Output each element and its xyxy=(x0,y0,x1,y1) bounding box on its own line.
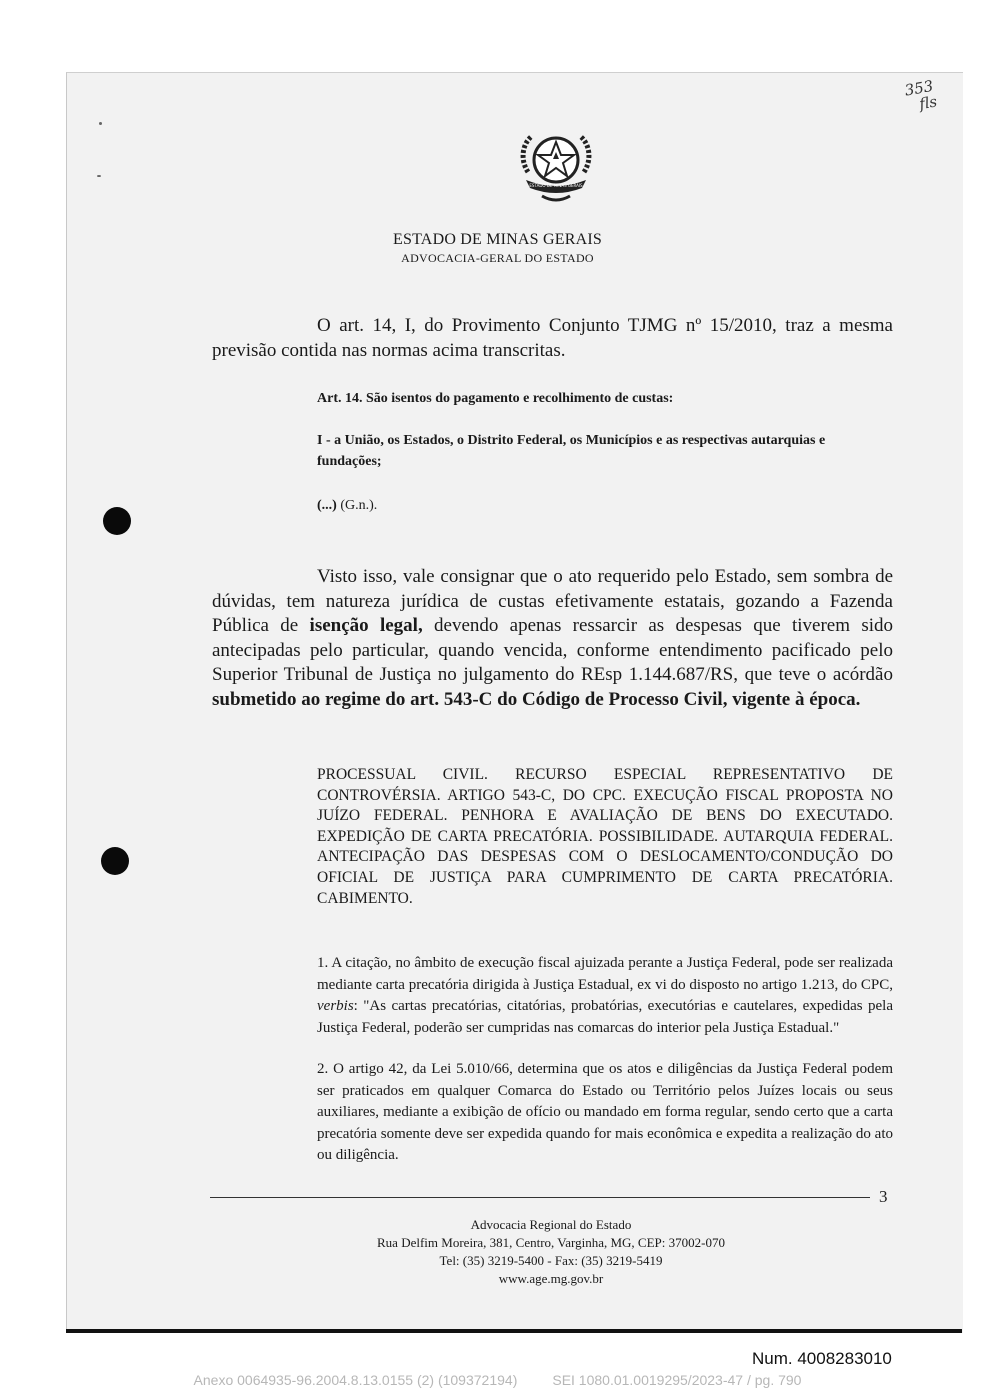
ementa-item-1 xyxy=(317,953,893,1039)
quoted-ellipsis xyxy=(317,495,893,516)
handwritten-number: 353 xyxy=(903,76,935,100)
state-crest-icon xyxy=(516,126,596,206)
page-number: 3 xyxy=(879,1187,888,1206)
paragraph-argument xyxy=(212,565,893,712)
scan-edge xyxy=(66,1329,962,1333)
ementa-block: PROCESSUAL CIVIL. RECURSO ESPECIAL REPRESENTATIVO DE CONTROVÉRSIA. ARTIGO 543-C, DO CPC. EXECUÇÃO FISCAL PROPOSTA NO JUÍZO FEDERAL. PENHORA E AVALIAÇÃO DE BENS DO EXECUTADO. EXPEDIÇÃO DE CARTA PRECATÓRIA. POSSIBILIDADE. AUTARQUIA FEDERAL. ANTECIPAÇÃO DAS DESPESAS COM O DESLOCAMENTO/CONDUÇÃO DO OFICIAL DE JUSTIÇA PARA CUMPRIMENTO DE CARTA PRECATÓRIA. CABIMENTO. xyxy=(317,766,893,907)
footer-address: Rua Delfim Moreira, 381, Centro, Varginha, MG, CEP: 37002-070 xyxy=(377,1235,725,1250)
item1-verbis: verbis xyxy=(317,998,354,1014)
gn-note: (G.n.). xyxy=(336,498,378,513)
page-header-title: ESTADO DE MINAS GERAIS xyxy=(393,231,602,248)
argument-text-b: isenção legal, xyxy=(309,615,423,636)
punch-hole-bottom xyxy=(101,847,129,875)
argument-text-a: Visto isso, vale consignar que o ato requerido pelo Estado, sem sombra de dúvidas, tem natureza jurídica de custas efetivamente estatais, gozando a Fazenda Pública de xyxy=(212,566,893,636)
paragraph-intro: O art. 14, I, do Provimento Conjunto TJMG nº 15/2010, traz a mesma previsão contida nas normas acima transcritas. xyxy=(212,315,893,361)
argument-text-d: submetido ao regime do art. 543-C do Código de Processo Civil, vigente à época. xyxy=(212,688,861,710)
quoted-article: Art. 14. São isentos do pagamento e recolhimento de custas: xyxy=(317,391,674,406)
item1-text-a: 1. A citação, no âmbito de execução fiscal ajuizada perante a Justiça Federal, pode ser realizada mediante carta precatória dirigida à Justiça Estadual, ex vi do disposto no artigo 1.213, do CPC, xyxy=(317,955,893,993)
handwritten-page-note xyxy=(903,78,938,115)
footer-phone: Tel: (35) 3219-5400 - Fax: (35) 3219-5419 xyxy=(439,1253,663,1268)
ementa-item-2: 2. O artigo 42, da Lei 5.010/66, determina que os atos e diligências da Justiça Federal podem ser praticados em qualquer Comarca do Estado ou Território pelos Juízes locais ou seus auxiliares, mediante a exibição de ofício ou mandado em forma regular, sendo certo que a carta precatória somente deve ser expedida quando for mais econômica e expedita a realização do ato ou diligência. xyxy=(317,1061,893,1163)
argument-text-c: devendo apenas ressarcir as despesas que tiverem sido antecipadas pelo particular, quando vencida, conforme entendimento pacificado pelo Superior Tribunal de Justiça no julgamento do REsp 1.144.687/RS, que teve o acórdão xyxy=(212,615,893,685)
footer-divider xyxy=(210,1197,870,1198)
page-header-subtitle: ADVOCACIA-GERAL DO ESTADO xyxy=(401,251,594,265)
punch-hole-top xyxy=(103,507,131,535)
scan-speck xyxy=(99,122,102,125)
footer-office: Advocacia Regional do Estado xyxy=(470,1217,632,1232)
svg-text:ESTADO DE MINAS GERAIS: ESTADO DE MINAS GERAIS xyxy=(529,183,583,188)
handwritten-initials: fls xyxy=(917,92,939,114)
quoted-inciso: I - a União, os Estados, o Distrito Federal, os Municípios e as respectivas autarquias e fundações; xyxy=(317,433,826,469)
sei-stamp: Anexo 0064935-96.2004.8.13.0155 (2) (109372194) SEI 1080.01.0019295/2023-47 / pg. 790 xyxy=(193,1372,802,1388)
scan-speck xyxy=(97,175,101,177)
item1-text-b: : "As cartas precatórias, citatórias, probatórias, executórias e cautelares, expedidas pela Justiça Federal, poderão ser cumpridas nas comarcas do interior pela Justiça Estadual." xyxy=(317,998,893,1036)
ellipsis-text: (...) xyxy=(317,498,337,513)
document-number: Num. 4008283010 xyxy=(752,1349,892,1368)
footer-website: www.age.mg.gov.br xyxy=(498,1271,604,1286)
